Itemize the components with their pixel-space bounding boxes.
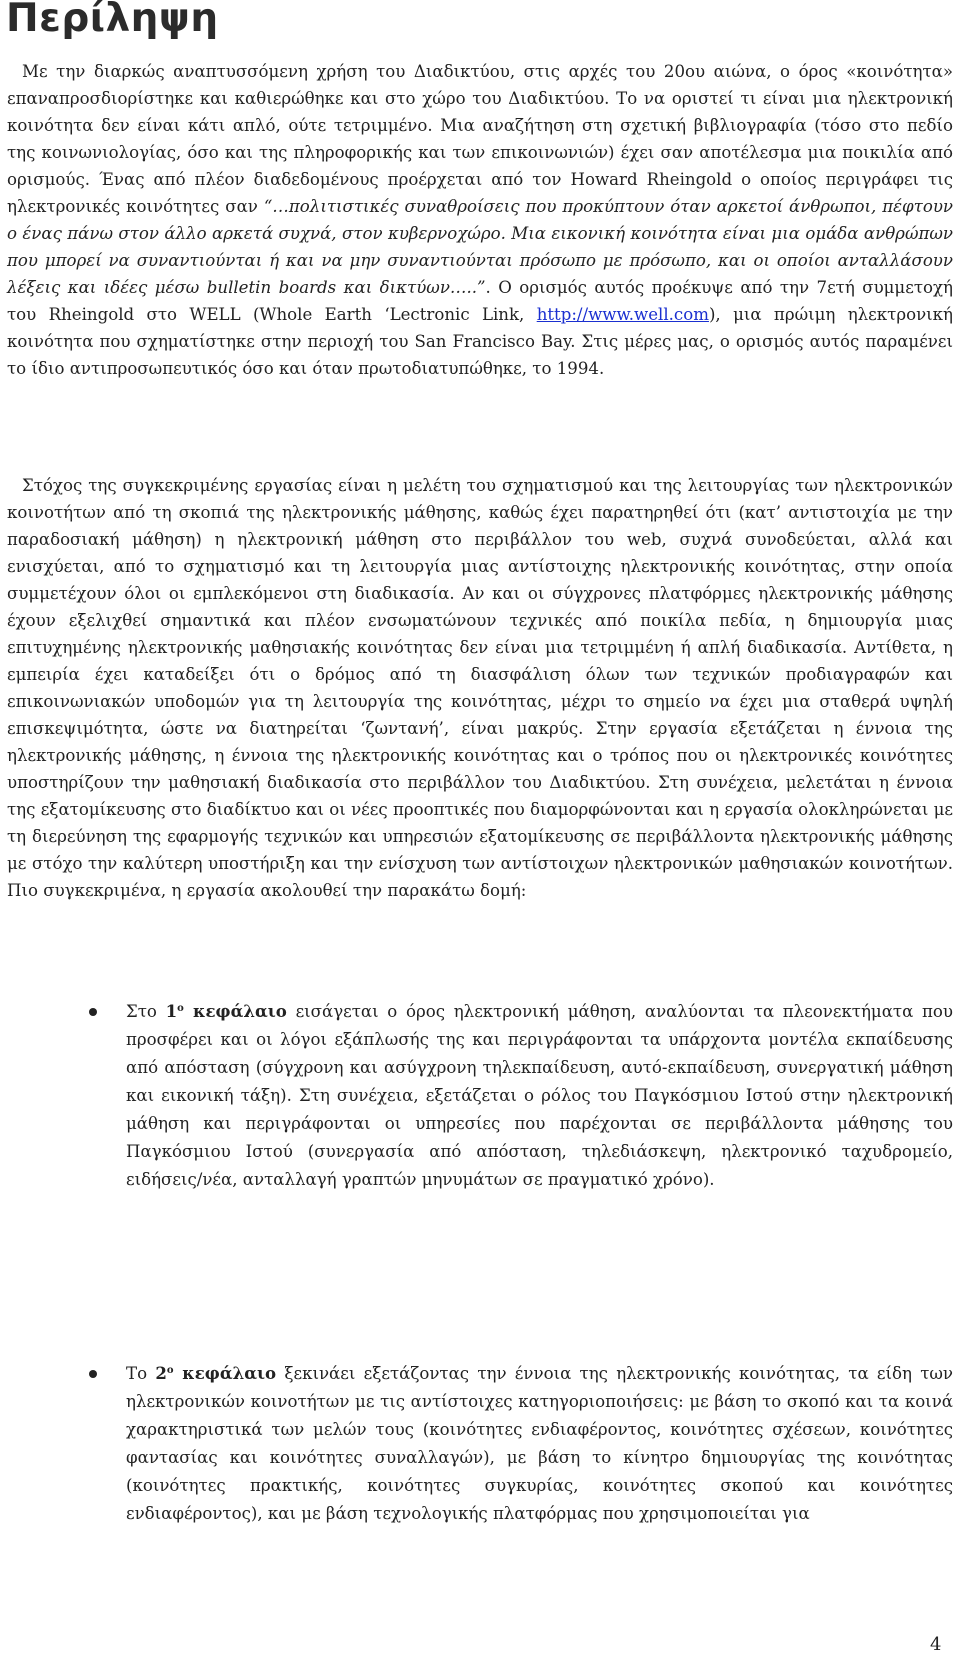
list-item-text: Το — [126, 1364, 156, 1383]
bullet-icon — [89, 1370, 97, 1378]
list-item — [126, 1359, 953, 1528]
paragraph-text: ), μια πρώιμη ηλεκτρονική κοινότητα που σχηματίστηκε στην περιοχή του San Francisco Bay. Στις μέρες μας, ο ορισμός αυτός παραμένει το ίδιο αντιπροσωπευτικός όσο και όταν πρωτοδιατυπώθηκε, το 1994. — [7, 305, 953, 378]
list-item-text: εισάγεται ο όρος ηλεκτρονική μάθηση, αναλύονται τα πλεονεκτήματα που προσφέρει και οι λόγοι εξάπλωσής της και περιγράφονται τα υπάρχοντα μοντέλα εκπαίδευσης από απόσταση (σύγχρονη και ασύγχρονη τηλεκπαίδευση, αυτό-εκπαίδευση, συνεργατική μάθηση και εικονική τάξη). Στη συνέχεια, εξετάζεται ο ρόλος του Παγκόσμιου Ιστού στην ηλεκτρονική μάθηση και περιγράφονται οι υπηρεσίες που παρέχονται σε περιβάλλοντα μάθησης του Παγκόσμιου Ιστού (συνεργασία από απόσταση, τηλεδιάσκεψη, ηλεκτρονικό ταχυδρομείο, ειδήσεις/νέα, ανταλλαγή γραπτών μηνυμάτων σε πραγματικό χρόνο). — [126, 1002, 953, 1189]
chapter-label — [166, 1001, 287, 1021]
paragraph-goal: Στόχος της συγκεκριμένης εργασίας είναι η μελέτη του σχηματισμού και της λειτουργίας των ηλεκτρονικών κοινοτήτων από τη σκοπιά της ηλεκτρονικής μάθησης, καθώς έχει παρατηρηθεί ότι (κατ’ αντιστοιχία με την παραδοσιακή μάθηση) η ηλεκτρονική μάθηση στο περιβάλλον του web, συχνά συνοδεύεται, αλλά και ενισχύεται, από το σχηματισμό και τη λειτουργία μιας αντίστοιχης ηλεκτρονικής κοινότητας, στην οποία συμμετέχουν όλοι οι εμπλεκόμενοι στη διαδικασία. Αν και οι σύγχρονες πλατφόρμες ηλεκτρονικής μάθησης έχουν εξελιχθεί σημαντικά και πλέον ενσωματώνουν τεχνικές από ποικίλα πεδία, η δημιουργία μιας επιτυχημένης ηλεκτρονικής μαθησιακής κοινότητας δεν είναι μια τετριμμένη ή απλή διαδικασία. Αντίθετα, η εμπειρία έχει καταδείξει ότι ο δρόμος από τη διασφάλιση όλων των τεχνικών προδιαγραφών και επικοινωνιακών υποδομών για τη λειτουργία της κοινότητας, μέχρι το σημείο να έχει μια σταθερά υψηλή επισκεψιμότητα, ώστε να διατηρείται ‘ζωντανή’, είναι μακρύς. Στην εργασία εξετάζεται η έννοια της ηλεκτρονικής μάθησης, η έννοια της ηλεκτρονικής κοινότητας και ο τρόπος που οι ηλεκτρονικές κοινότητες υποστηρίζουν την μαθησιακή διαδικασία στο περιβάλλον του Διαδικτύου. Στη συνέχεια, μελετάται η έννοια της εξατομίκευσης στο διαδίκτυο και οι νέες προοπτικές που διαμορφώνονται και η εργασία ολοκληρώνεται με τη διερεύνηση της εφαρμογής τεχνικών και υπηρεσιών εξατομίκευσης σε περιβάλλοντα ηλεκτρονικής μάθησης με στόχο την καλύτερη υποστήριξη και την ενίσχυση των αντίστοιχων ηλεκτρονικών μαθησιακών κοινοτήτων. Πιο συγκεκριμένα, η εργασία ακολουθεί την παρακάτω δομή: — [7, 476, 953, 900]
bullet-icon — [89, 1008, 97, 1016]
list-item-text: ξεκινάει εξετάζοντας την έννοια της ηλεκτρονικής κοινότητας, τα είδη των ηλεκτρονικών κοινοτήτων με τις αντίστοιχες κατηγοριοποιήσεις: με βάση το σκοπό και τα κοινά χαρακτηριστικά των μελών τους (κοινότητες ενδιαφέροντος, κοινότητες σχέσεων, κοινότητες φαντασίας και κοινότητες συναλλαγών), με βάση το κίνητρο δημιουργίας της κοινότητας (κοινότητες πρακτικής, κοινότητες συγκυρίας, κοινότητες σκοπού και κοινότητες ενδιαφέροντος), και με βάση τεχνολογικής πλατφόρμας που χρησιμοποιείται για — [126, 1364, 953, 1523]
ordinal-suffix: ο — [166, 1365, 174, 1376]
rheingold-quote: “…πολιτιστικές συναθροίσεις που προκύπτουν όταν αρκετοί άνθρωποι, πέφτουν ο ένας πάνω στον άλλο αρκετά συχνά, στον κυβερνοχώρο. Μια εικονική κοινότητα είναι μια ομάδα ανθρώπων που μπορεί να συναντιούνται ή και να μην συναντιούνται πρόσωπο με πρόσωπο, και οι οποίοι ανταλλάσουν λέξεις και ιδέες μέσω bulletin boards και δικτύων…..” — [7, 197, 953, 297]
chapter-label — [155, 1363, 276, 1383]
paragraph-text: . Ο ορισμός αυτός προέκυψε από την 7ετή συμμετοχή του Rheingold στο WELL (Whole Earth ‘Lectronic Link, — [7, 278, 953, 324]
page-title: Περίληψη — [6, 0, 219, 41]
chapter-number: 2 — [155, 1363, 167, 1383]
ordinal-suffix: ο — [177, 1003, 184, 1014]
chapter-word: κεφάλαιο — [173, 1363, 277, 1383]
paragraph-intro — [7, 58, 953, 382]
well-link[interactable]: http://www.well.com — [536, 305, 709, 324]
paragraph-text: Με την διαρκώς αναπτυσσόμενη χρήση του Διαδικτύου, στις αρχές του 20ου αιώνα, ο όρος «κοινότητα» επαναπροσδιορίστηκε και καθιερώθηκε και στο χώρο του Διαδικτύου. Το να οριστεί τι είναι μια ηλεκτρονική κοινότητα δεν είναι κάτι απλό, ούτε τετριμμένο. Μια αναζήτηση στη σχετική βιβλιογραφία (τόσο στο πεδίο της κοινωνιολογίας, όσο και της πληροφορικής και των επικοινωνιών) έχει σαν αποτέλεσμα μια ποικιλία από ορισμούς. Ένας από πλέον διαδεδομένους προέρχεται από τον Howard Rheingold ο οποίος περιγράφει τις ηλεκτρονικές κοινότητες σαν — [7, 62, 953, 216]
page-number: 4 — [930, 1634, 942, 1655]
list-item-text: Στο — [126, 1002, 166, 1021]
list-item — [126, 997, 953, 1194]
chapter-number: 1 — [165, 1001, 178, 1021]
chapter-word: κεφάλαιο — [183, 1001, 287, 1021]
